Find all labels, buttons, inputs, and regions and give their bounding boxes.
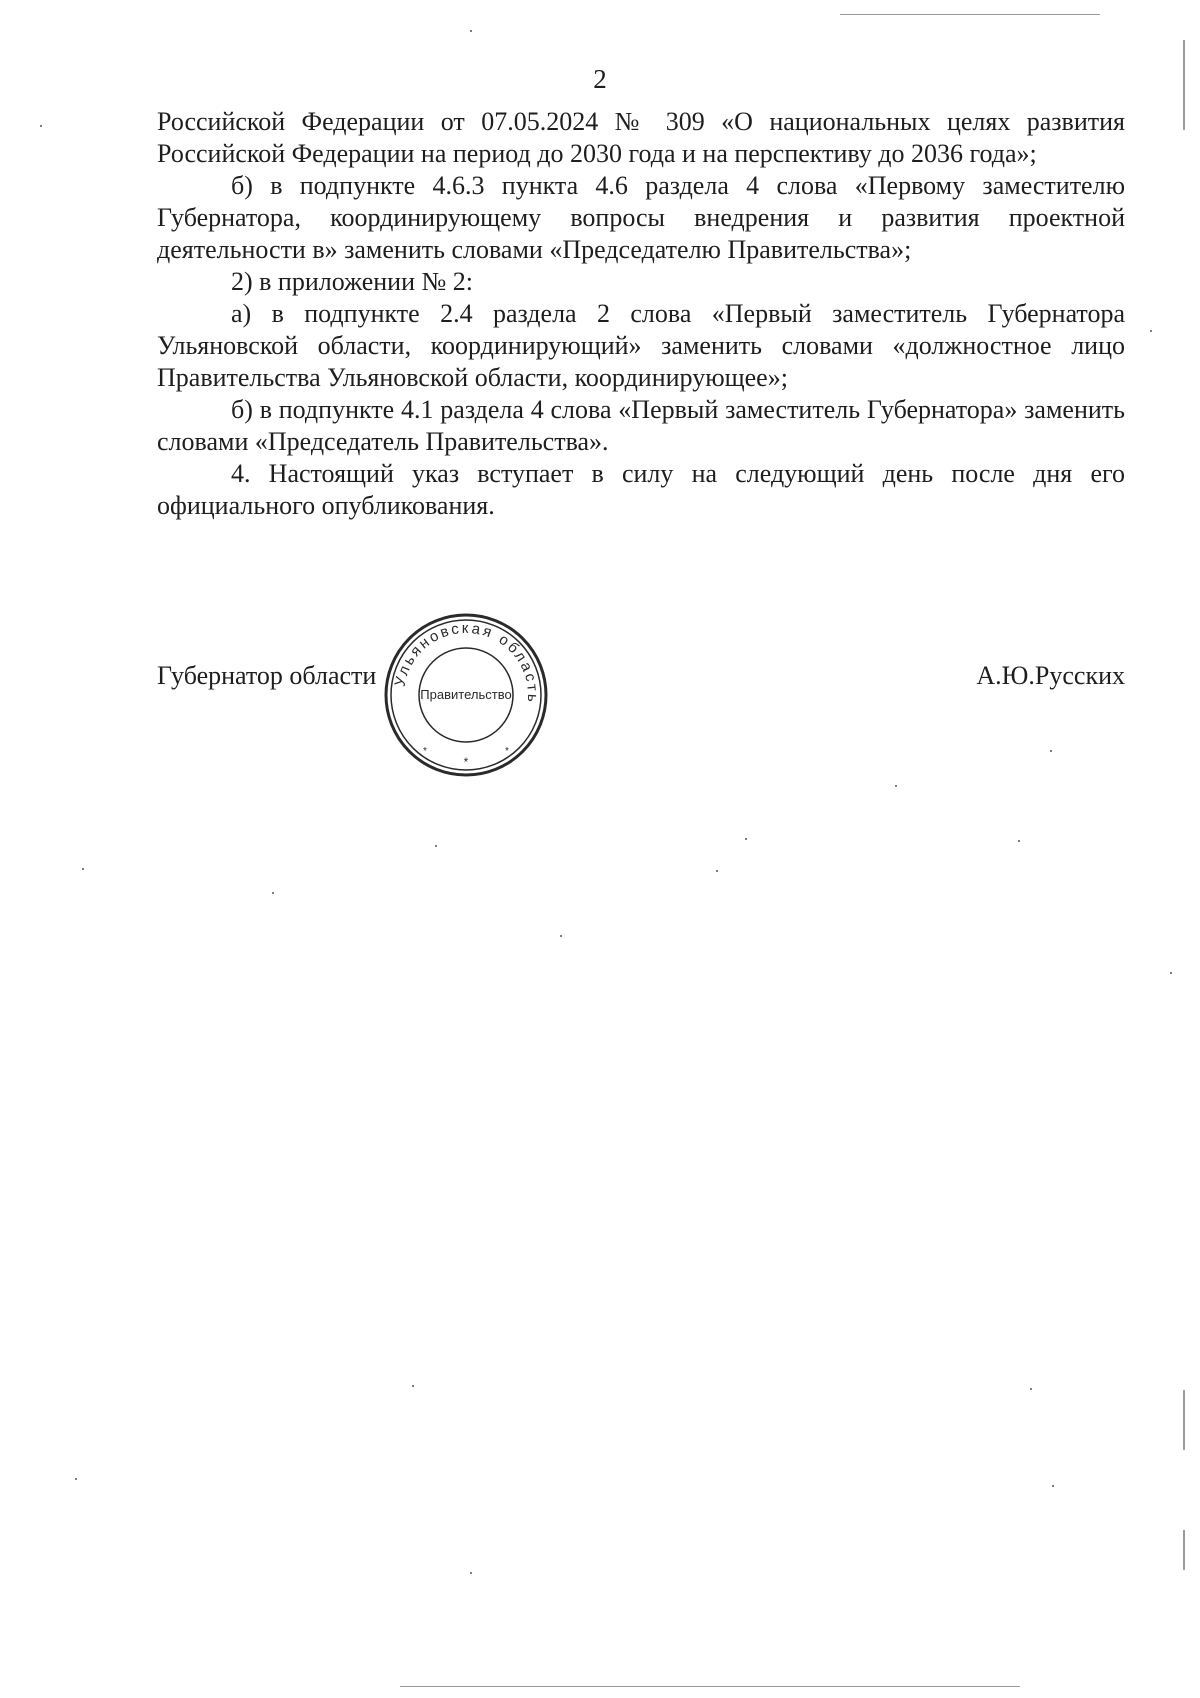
scan-speck — [272, 892, 274, 894]
official-seal-icon — [381, 610, 551, 780]
scan-speck — [470, 1572, 472, 1574]
paragraph-4: а) в подпункте 2.4 раздела 2 слова «Первый заместитель Губернатора Ульяновской области, координирующий» заменить словами «должностное лицо Правительства Ульяновской области, координирующее»; — [157, 299, 1125, 392]
scan-speck — [1030, 1388, 1032, 1390]
page-number: 2 — [593, 64, 607, 94]
scan-speck — [895, 785, 897, 787]
signatory-name: А.Ю.Русских — [976, 661, 1125, 690]
document-body — [157, 106, 1125, 522]
scan-speck — [1018, 840, 1020, 842]
seal-star-icon: * — [423, 746, 427, 757]
seal-star-icon: * — [505, 746, 509, 757]
scan-speck — [1170, 972, 1172, 974]
scan-speck — [75, 1478, 77, 1480]
seal-star-icon: * — [463, 755, 469, 769]
scan-speck — [560, 935, 562, 937]
scan-edge-mark — [1183, 40, 1185, 130]
scan-speck — [40, 125, 42, 127]
paragraph-6: 4. Настоящий указ вступает в силу на следующий день после дня его официального опубликования. — [157, 459, 1125, 520]
paragraph-2: б) в подпункте 4.6.3 пункта 4.6 раздела 4 слова «Первому заместителю Губернатора, координирующему вопросы внедрения и развития проектной деятельности в» заменить словами «Председателю Правительства»; — [157, 171, 1125, 264]
scan-speck — [1050, 750, 1052, 752]
scan-speck — [716, 870, 718, 872]
scan-edge-mark — [1183, 1530, 1185, 1570]
scan-speck — [412, 1385, 414, 1387]
seal-center-text: Правительство — [420, 687, 512, 702]
scan-speck — [470, 30, 472, 32]
paragraph-1: Российской Федерации от 07.05.2024 № 309 «О национальных целях развития Российской Федерации на период до 2030 года и на перспективу до 2036 года»; — [157, 107, 1125, 168]
scan-speck — [82, 868, 84, 870]
paragraph-3: 2) в приложении № 2: — [231, 267, 474, 296]
scan-speck — [1052, 1485, 1054, 1487]
scan-edge-mark — [1183, 1390, 1185, 1450]
scan-speck — [435, 845, 437, 847]
scan-speck — [745, 838, 747, 840]
scan-edge-mark — [840, 14, 1100, 15]
seal-outer-text: Ульяновская область — [391, 619, 542, 705]
scan-edge-mark — [400, 1686, 1020, 1687]
signature-block — [157, 660, 1125, 700]
paragraph-5: б) в подпункте 4.1 раздела 4 слова «Первый заместитель Губернатора» заменить словами «Председатель Правительства». — [157, 395, 1125, 456]
scan-speck — [1150, 330, 1152, 332]
signatory-title: Губернатор области — [157, 661, 377, 690]
